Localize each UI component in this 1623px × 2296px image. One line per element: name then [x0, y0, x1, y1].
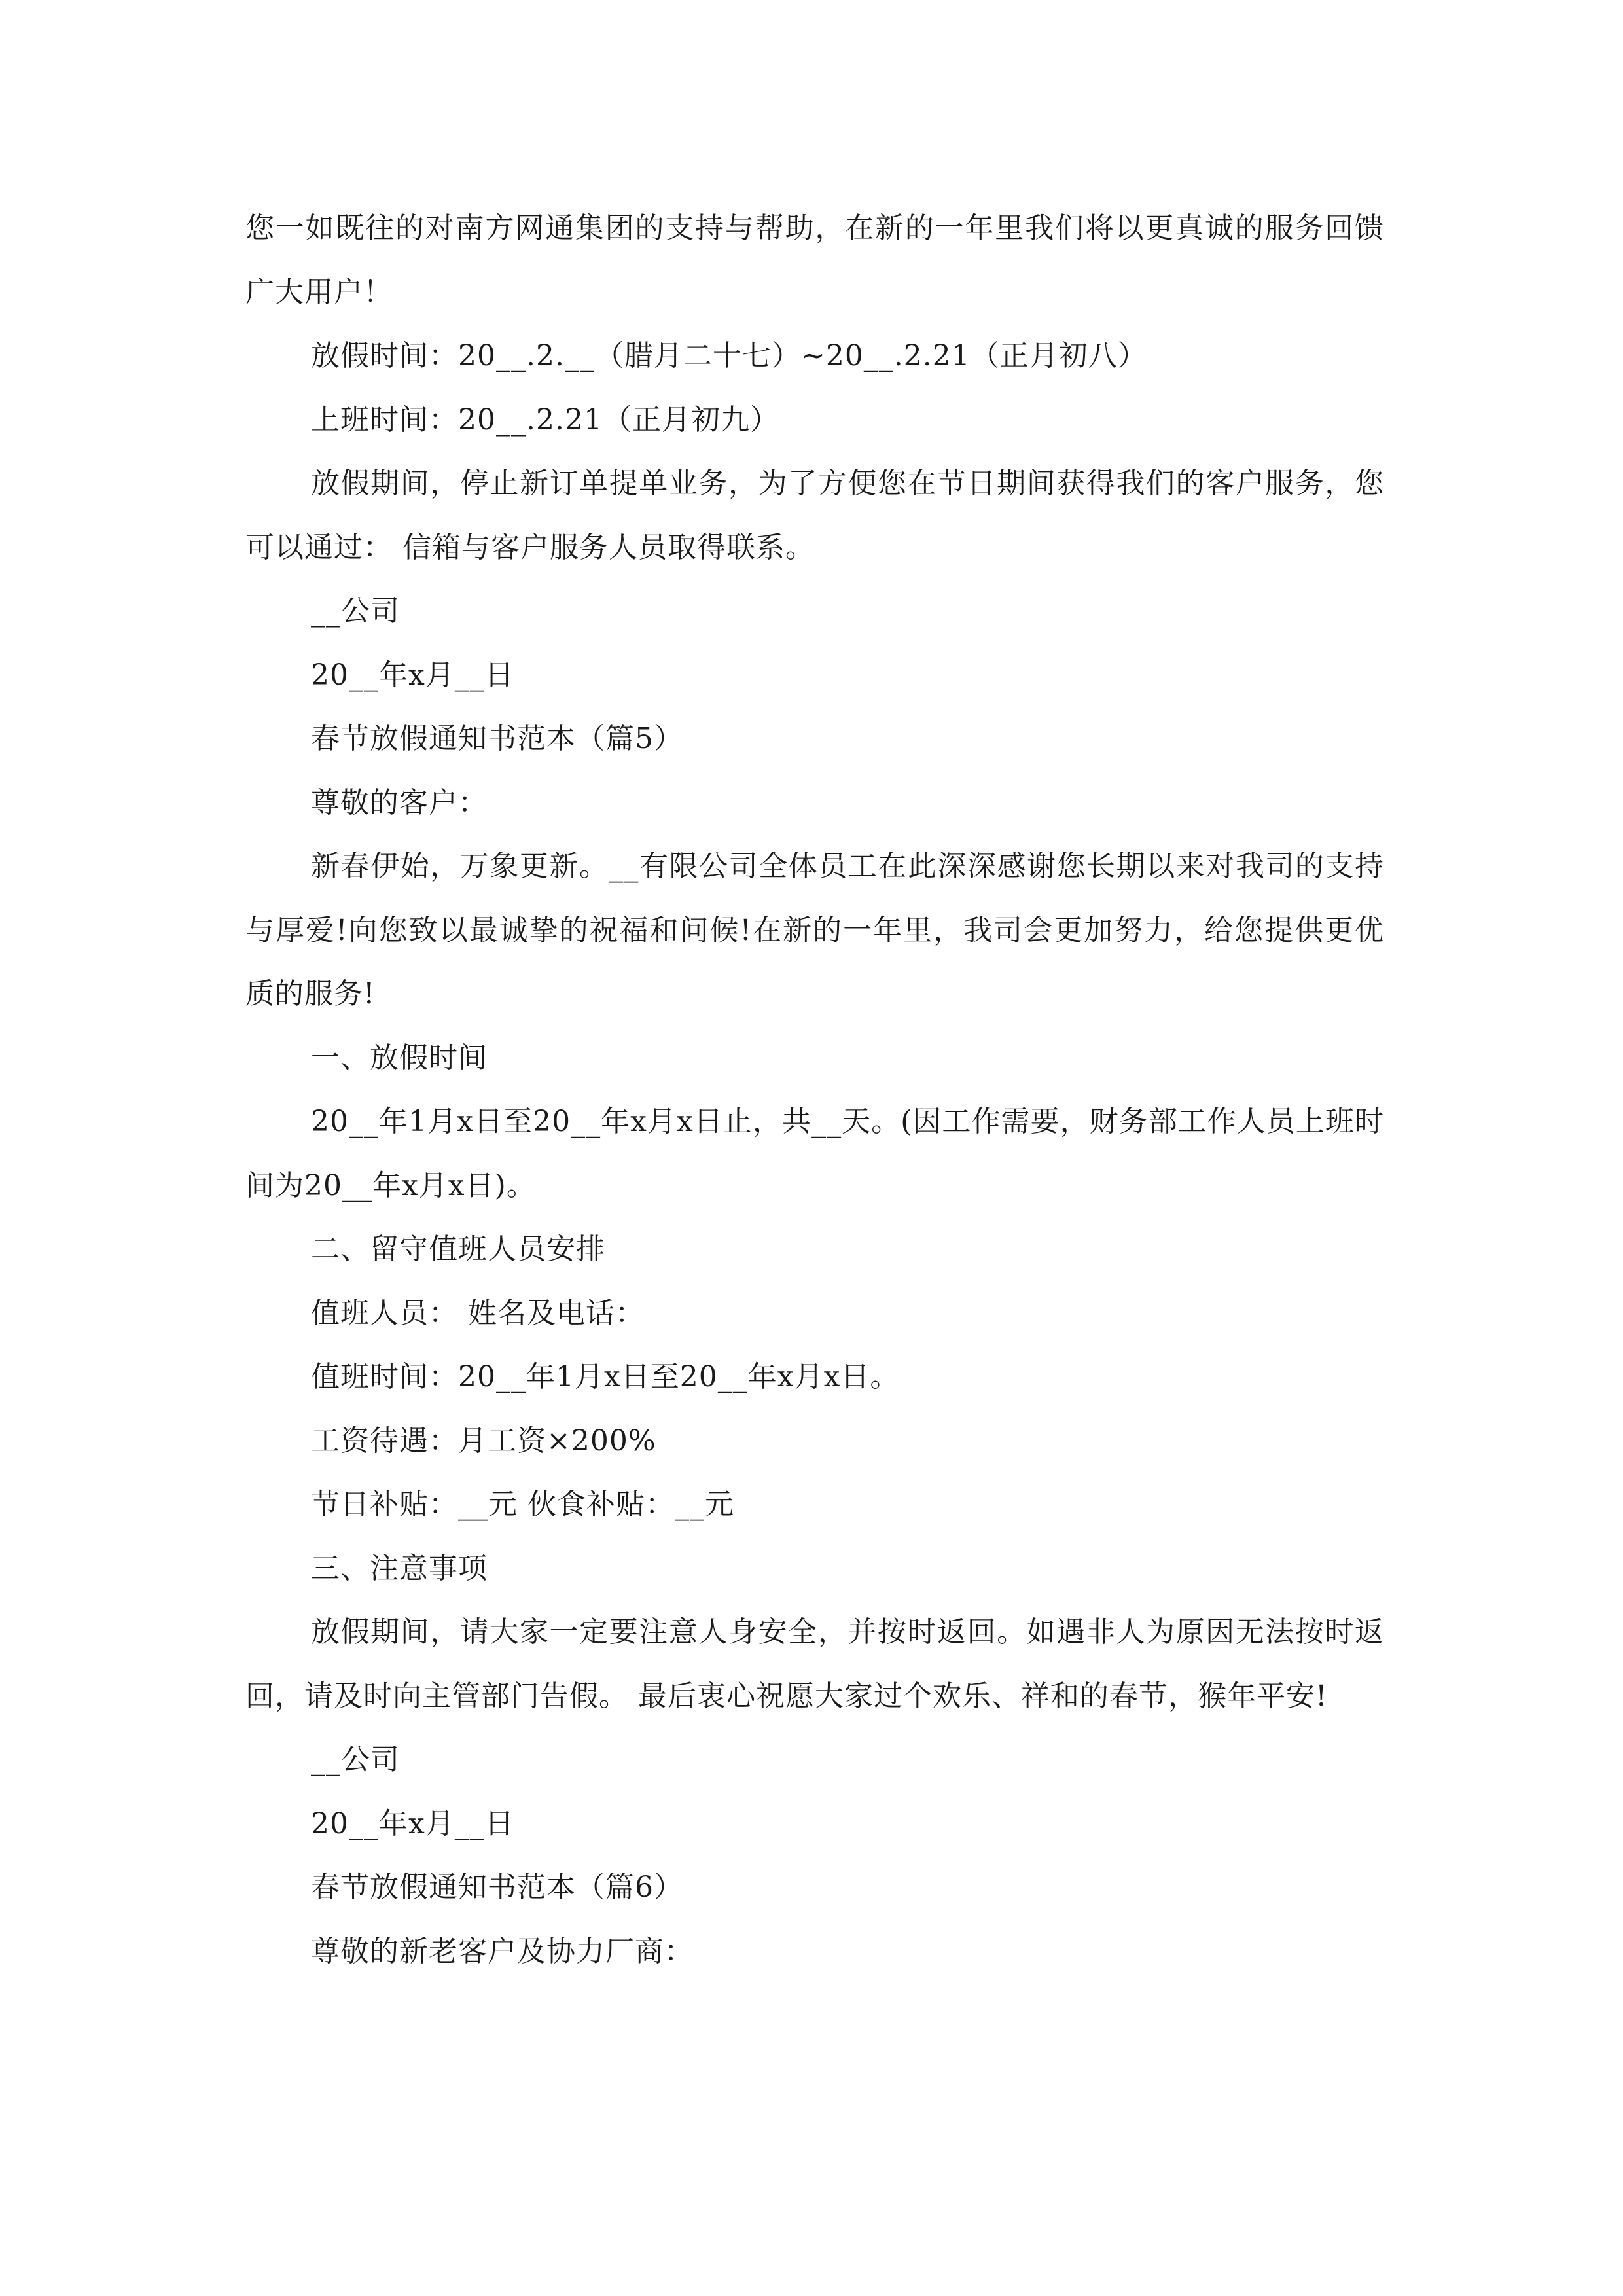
signature-date: 20__年x月__日 — [311, 658, 514, 692]
signature-company: __公司 — [311, 594, 400, 628]
document-body — [245, 196, 1384, 1983]
duty-staff-line: 值班人员： 姓名及电话： — [311, 1296, 645, 1330]
holiday-service-paragraph: 放假期间，停止新订单提单业务，为了方便您在节日期间获得我们的客户服务，您可以通过： 信箱与客户服务人员取得联系。 — [245, 467, 1384, 564]
salutation: 尊敬的客户： — [311, 785, 488, 819]
heading-duty-arrangement: 二、留守值班人员安排 — [311, 1232, 605, 1266]
holiday-time-paragraph: 20__年1月x日至20__年x月x日止，共__天。(因工作需要，财务部工作人员上班时间为20__年x月x日)。 — [245, 1105, 1384, 1202]
salary-line: 工资待遇：月工资×200% — [311, 1424, 656, 1458]
heading-notes: 三、注意事项 — [311, 1551, 488, 1585]
greeting-paragraph: 新春伊始，万象更新。__有限公司全体员工在此深深感谢您长期以来对我司的支持与厚爱!向您致以最诚挚的祝福和问候!在新的一年里，我司会更加努力，给您提供更优质的服务! — [245, 850, 1384, 1011]
signature-date-2: 20__年x月__日 — [311, 1806, 514, 1840]
section-title-5: 春节放假通知书范本（篇5） — [311, 722, 683, 755]
section-title-6: 春节放假通知书范本（篇6） — [311, 1871, 683, 1904]
allowance-line: 节日补贴：__元 伙食补贴：__元 — [311, 1488, 734, 1521]
work-resume-line: 上班时间：20__.2.21（正月初九） — [311, 403, 779, 437]
duty-time-line: 值班时间：20__年1月x日至20__年x月x日。 — [311, 1360, 900, 1393]
paragraph-intro-continuation: 您一如既往的对南方网通集团的支持与帮助，在新的一年里我们将以更真诚的服务回馈广大用户！ — [245, 211, 1384, 309]
notes-paragraph: 放假期间，请大家一定要注意人身安全，并按时返回。如遇非人为原因无法按时返回，请及时向主管部门告假。 最后衷心祝愿大家过个欢乐、祥和的春节，猴年平安! — [245, 1615, 1384, 1713]
heading-holiday-time: 一、放假时间 — [311, 1041, 488, 1075]
signature-company-2: __公司 — [311, 1743, 400, 1776]
holiday-period-line: 放假时间：20__.2.__（腊月二十七）~20__.2.21（正月初八） — [311, 339, 1147, 372]
salutation-2: 尊敬的新老客户及协力厂商： — [311, 1934, 694, 1968]
